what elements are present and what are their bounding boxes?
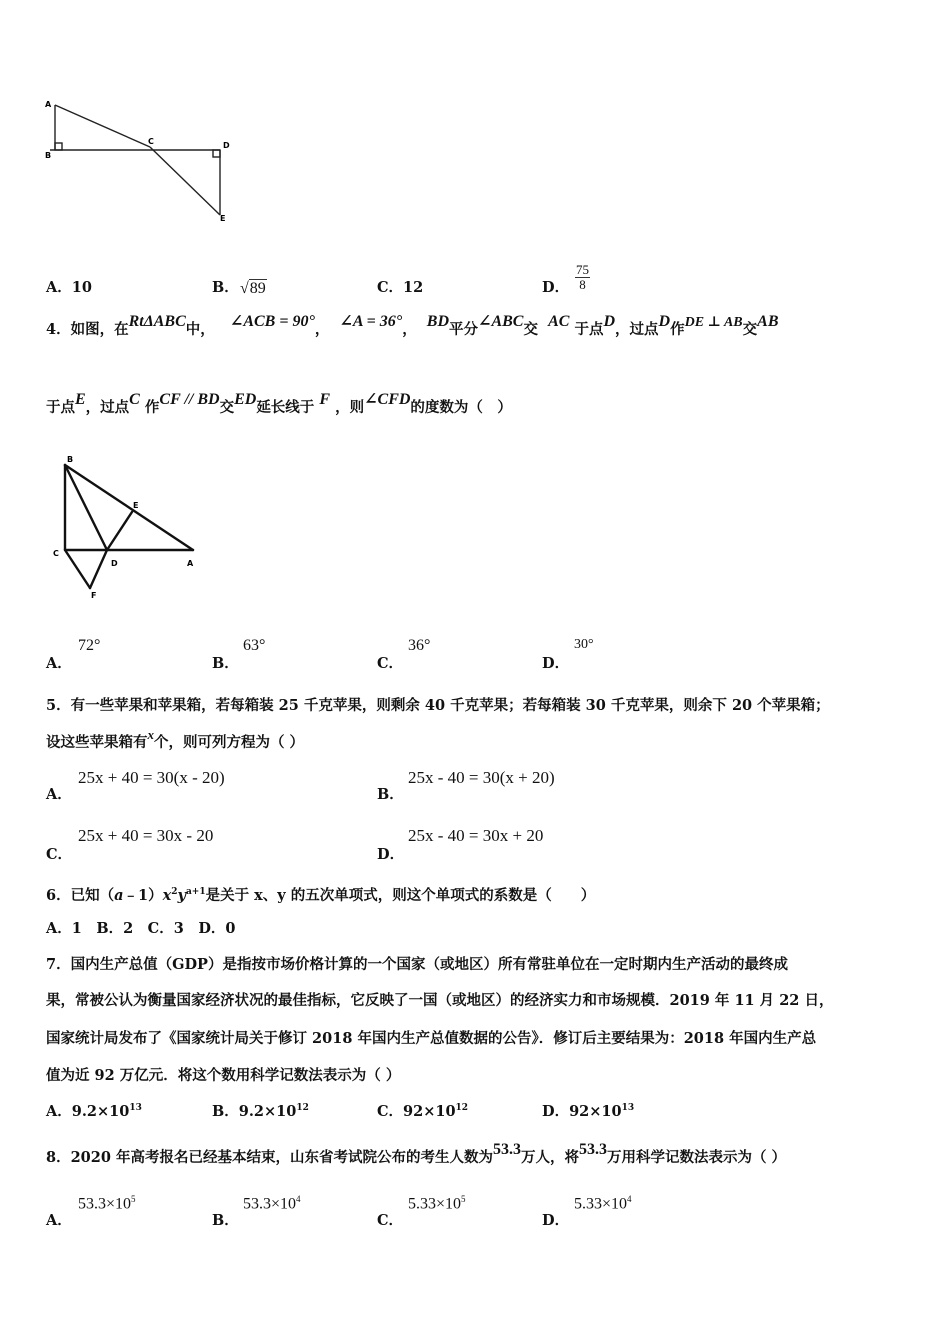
q8-option-c-label[interactable]: C． xyxy=(377,1212,404,1229)
label-C: C xyxy=(148,137,154,146)
q4-option-d-label[interactable]: D． xyxy=(542,655,570,672)
q4-math: ∠ACB = 90° xyxy=(229,313,315,330)
q3-option-b-radicand: 89 xyxy=(249,280,266,297)
fraction-numerator: 75 xyxy=(576,262,589,277)
q8-option-c-value xyxy=(408,1194,466,1213)
q7-option-b[interactable] xyxy=(212,1104,309,1119)
q7-option-a-text: A．9.2×10 xyxy=(46,1102,130,1120)
q7-option-b-text: B．9.2×10 xyxy=(212,1102,297,1120)
q7-option-b-exp: 12 xyxy=(296,1103,309,1113)
q6-x-exponent: 2 xyxy=(171,887,178,897)
q4-math: C xyxy=(129,391,140,408)
q5-option-b-value: 25x - 40 = 30(x + 20) xyxy=(408,768,555,787)
q7-option-d[interactable] xyxy=(542,1104,634,1119)
q7-stem-line2: 果，常被公认为衡量国家经济状况的最佳指标，它反映了一国（或地区）的经济实力和市场规模．2019 年 11 月 22 日， xyxy=(46,992,834,1009)
q6-text: 是关于 x、y 的五次单项式，则这个单项式的系数是（ ） xyxy=(205,886,596,904)
q5-stem-line2 xyxy=(46,727,305,751)
q8-stem xyxy=(46,1141,787,1166)
q8-option-b-exp: 4 xyxy=(296,1194,301,1204)
q7-option-c-text: C．92×10 xyxy=(377,1102,456,1120)
q6-var-x: x xyxy=(162,886,172,904)
q3-option-d-fraction xyxy=(575,263,590,292)
q8-option-c-text: 5.33×10 xyxy=(408,1195,462,1213)
q5-stem-line1: 5．有一些苹果和苹果箱，若每箱装 25 千克苹果，则剩余 40 千克苹果；若每箱装 30 千克苹果，则余下 20 个苹果箱； xyxy=(46,697,830,714)
q5-option-c-value: 25x + 40 = 30x - 20 xyxy=(78,826,214,845)
q5-option-b-label[interactable]: B． xyxy=(377,786,404,803)
q5-option-a-label[interactable]: A． xyxy=(46,786,72,803)
q8-text: 万人，将 xyxy=(521,1149,579,1166)
q4-stem-line2 xyxy=(46,391,512,416)
q4-text: 交 xyxy=(219,399,235,416)
q4-text: ，过点 xyxy=(85,399,130,416)
q4-stem-line1 xyxy=(46,313,779,338)
q4-text: ，则 xyxy=(335,399,365,416)
q6-var-y: y xyxy=(177,886,186,904)
q6-stem xyxy=(46,888,595,903)
q4-math: D xyxy=(603,313,616,330)
q5-text: 个，则可列方程为（ ） xyxy=(154,734,305,751)
q5-text: 设这些苹果箱有 xyxy=(46,734,148,751)
label-B: B xyxy=(67,455,74,464)
q4-math: AB xyxy=(757,313,779,330)
q7-option-d-text: D．92×10 xyxy=(542,1102,622,1120)
q4-math: ED xyxy=(234,391,257,408)
q8-option-a-value xyxy=(78,1194,136,1213)
q3-option-b-value: √89 xyxy=(240,280,266,297)
q7-option-a[interactable] xyxy=(46,1104,142,1119)
q4-option-a-label[interactable]: A． xyxy=(46,655,72,672)
q8-option-a-text: 53.3×10 xyxy=(78,1195,132,1213)
q6-options[interactable]: A．1 B．2 C．3 D．0 xyxy=(46,920,236,937)
fraction-denominator: 8 xyxy=(579,277,586,292)
q4-text: 4．如图，在 xyxy=(46,321,129,338)
q4-option-c-value: 36° xyxy=(408,637,431,654)
q7-stem-line1: 7．国内生产总值（GDP）是指按市场价格计算的一个国家（或地区）所有常驻单位在一定时期内生产活动的最终成 xyxy=(46,956,788,973)
q4-text: 中， xyxy=(185,321,215,338)
label-A: A xyxy=(45,100,52,109)
q4-text: ， xyxy=(314,321,330,338)
q8-option-a-exp: 5 xyxy=(131,1194,136,1204)
label-E: E xyxy=(133,501,139,510)
q8-option-d-exp: 4 xyxy=(627,1194,632,1204)
q3-option-d-label[interactable]: D． xyxy=(542,279,570,296)
q8-math: 53.3 xyxy=(493,1141,521,1158)
q5-option-a-value: 25x + 40 = 30(x - 20) xyxy=(78,768,225,787)
label-D: D xyxy=(223,141,230,150)
q8-option-a-label[interactable]: A． xyxy=(46,1212,72,1229)
q8-option-d-label[interactable]: D． xyxy=(542,1212,570,1229)
q4-option-d-value: 30° xyxy=(574,637,594,652)
q4-text: 作 xyxy=(144,399,160,416)
q7-option-a-exp: 13 xyxy=(129,1103,142,1113)
label-D: D xyxy=(111,559,118,568)
q8-option-d-value xyxy=(574,1194,632,1213)
q4-text: 于点 xyxy=(46,399,75,416)
q7-option-c[interactable] xyxy=(377,1104,468,1119)
q4-math: E xyxy=(75,391,86,408)
q4-text: 交 xyxy=(523,321,538,338)
q8-option-b-value xyxy=(243,1194,301,1213)
q8-option-b-label[interactable]: B． xyxy=(212,1212,239,1229)
q4-math: RtΔABC xyxy=(128,313,186,330)
q6-text: ﹣1） xyxy=(123,886,163,904)
q5-option-c-label[interactable]: C． xyxy=(46,846,73,863)
q4-text: 的度数为（ ） xyxy=(410,399,512,416)
label-F: F xyxy=(91,591,97,600)
q4-text: 作 xyxy=(670,321,685,338)
figure-q4 xyxy=(45,450,215,600)
q4-option-a-value: 72° xyxy=(78,637,101,654)
q4-math: CF // BD xyxy=(159,391,220,408)
q4-text: ，过点 xyxy=(615,321,659,338)
q5-option-d-label[interactable]: D． xyxy=(377,846,405,863)
q5-option-d-value: 25x - 40 = 30x + 20 xyxy=(408,826,544,845)
q4-math: F xyxy=(319,391,331,408)
figure-q3 xyxy=(40,95,240,225)
q8-option-d-text: 5.33×10 xyxy=(574,1195,628,1213)
q4-math: DE ⊥ AB xyxy=(684,315,743,330)
q8-option-c-exp: 5 xyxy=(461,1194,466,1204)
q4-option-b-value: 63° xyxy=(243,637,266,654)
q4-math: AC xyxy=(548,313,570,330)
q7-option-d-exp: 13 xyxy=(621,1103,635,1113)
q8-text: 万用科学记数法表示为（ ） xyxy=(607,1149,787,1166)
q4-option-b-label[interactable]: B． xyxy=(212,655,239,672)
q5-variable: x xyxy=(147,727,154,742)
q4-text: 延长线于 xyxy=(256,399,315,416)
label-C: C xyxy=(53,549,59,558)
q8-option-b-text: 53.3×10 xyxy=(243,1195,297,1213)
label-A: A xyxy=(187,559,194,568)
q7-option-c-exp: 12 xyxy=(455,1103,469,1113)
q6-var-a: a xyxy=(114,886,124,904)
q6-y-exponent: a+1 xyxy=(185,887,206,897)
q4-text: 平分 xyxy=(449,321,479,338)
q8-text: 8．2020 年高考报名已经基本结束，山东省考试院公布的考生人数为 xyxy=(46,1149,493,1166)
q4-math: ∠A = 36° xyxy=(339,313,403,330)
q3-option-a[interactable]: A．10 xyxy=(46,279,92,296)
q3-option-b-label[interactable]: B． xyxy=(212,279,239,296)
q7-stem-line4: 值为近 92 万亿元．将这个数用科学记数法表示为（ ） xyxy=(46,1067,401,1084)
q4-math: D xyxy=(658,313,671,330)
label-E: E xyxy=(220,214,226,223)
q4-text: 交 xyxy=(742,321,758,338)
q3-option-c[interactable]: C．12 xyxy=(377,279,424,296)
label-B: B xyxy=(45,151,52,160)
q4-math: BD xyxy=(426,313,450,330)
q4-math: ∠CFD xyxy=(364,391,411,408)
q7-stem-line3: 国家统计局发布了《国家统计局关于修订 2018 年国内生产总值数据的公告》．修订后主要结果为：2018 年国内生产总 xyxy=(46,1030,817,1047)
q4-math: ∠ABC xyxy=(478,313,524,330)
q6-text: 6．已知（ xyxy=(46,886,115,904)
q8-math: 53.3 xyxy=(579,1141,607,1158)
q4-text: ， xyxy=(402,321,417,338)
q4-option-c-label[interactable]: C． xyxy=(377,655,404,672)
q4-text: 于点 xyxy=(574,321,604,338)
